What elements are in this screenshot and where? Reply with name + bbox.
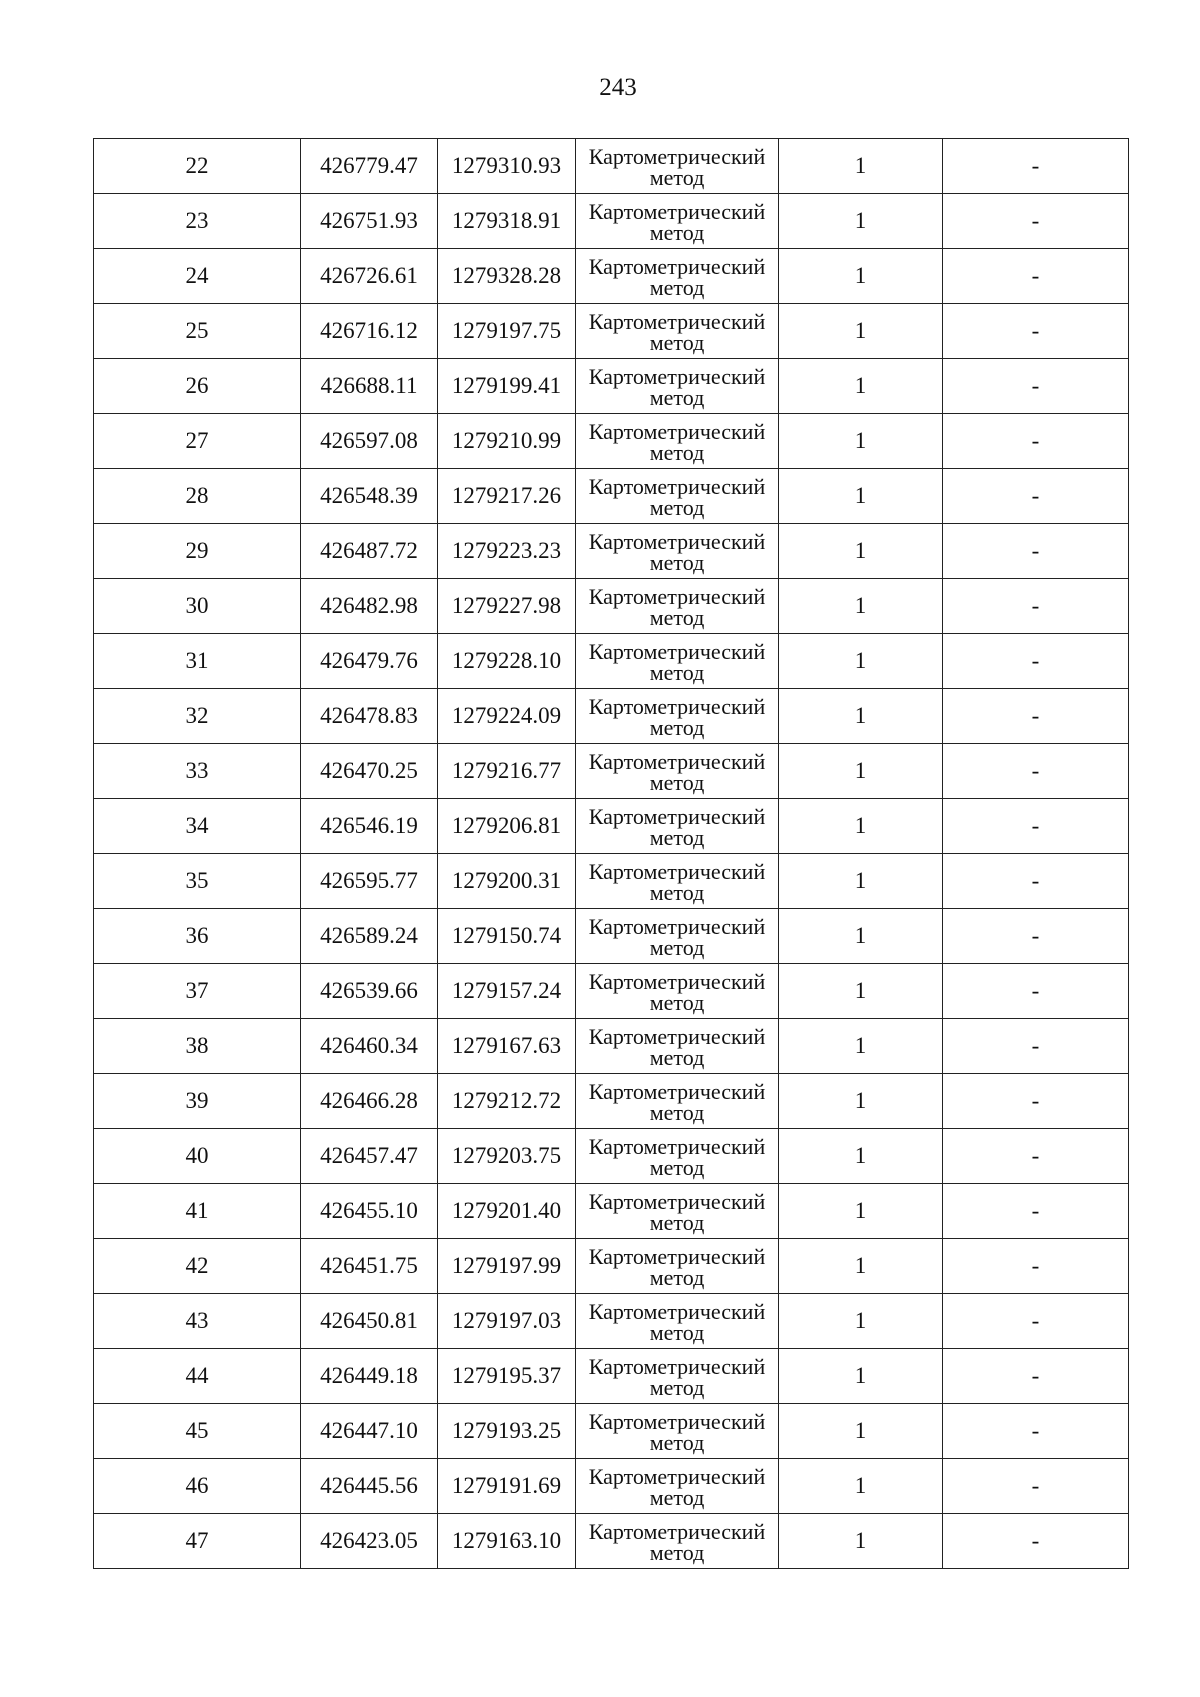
x-coordinate-cell: 426445.56: [301, 1459, 438, 1514]
table-row: [94, 304, 1129, 359]
accuracy-cell: 1: [779, 1514, 943, 1569]
x-coordinate-cell: 426466.28: [301, 1074, 438, 1129]
accuracy-cell: 1: [779, 909, 943, 964]
accuracy-cell: 1: [779, 194, 943, 249]
point-number-cell: 34: [94, 799, 301, 854]
method-line-2: метод: [649, 440, 705, 465]
y-coordinate-cell: 1279201.40: [438, 1184, 576, 1239]
point-number-cell: 33: [94, 744, 301, 799]
table-row: [94, 1459, 1129, 1514]
accuracy-cell: 1: [779, 854, 943, 909]
method-line-2: метод: [649, 715, 705, 740]
method-line-2: метод: [649, 1155, 705, 1180]
method-line-1: Картометрический: [588, 1464, 766, 1489]
x-coordinate-cell: 426482.98: [301, 579, 438, 634]
accuracy-cell: 1: [779, 1184, 943, 1239]
accuracy-cell: 1: [779, 1019, 943, 1074]
x-coordinate-cell: 426597.08: [301, 414, 438, 469]
method-line-2: метод: [649, 550, 705, 575]
note-cell: -: [943, 1294, 1129, 1349]
note-cell: -: [943, 744, 1129, 799]
note-cell: -: [943, 304, 1129, 359]
note-cell: -: [943, 469, 1129, 524]
method-cell: [576, 1404, 779, 1459]
table-row: [94, 744, 1129, 799]
point-number-cell: 31: [94, 634, 301, 689]
accuracy-cell: 1: [779, 634, 943, 689]
accuracy-cell: 1: [779, 1074, 943, 1129]
method-line-2: метод: [649, 1265, 705, 1290]
table-row: [94, 579, 1129, 634]
method-line-2: метод: [649, 770, 705, 795]
x-coordinate-cell: 426595.77: [301, 854, 438, 909]
table-row: [94, 359, 1129, 414]
y-coordinate-cell: 1279203.75: [438, 1129, 576, 1184]
method-cell: [576, 689, 779, 744]
x-coordinate-cell: 426479.76: [301, 634, 438, 689]
method-line-1: Картометрический: [588, 969, 766, 994]
note-cell: -: [943, 964, 1129, 1019]
y-coordinate-cell: 1279193.25: [438, 1404, 576, 1459]
note-cell: -: [943, 1404, 1129, 1459]
method-cell: [576, 854, 779, 909]
point-number-cell: 43: [94, 1294, 301, 1349]
x-coordinate-cell: 426470.25: [301, 744, 438, 799]
table-row: [94, 909, 1129, 964]
x-coordinate-cell: 426450.81: [301, 1294, 438, 1349]
y-coordinate-cell: 1279223.23: [438, 524, 576, 579]
point-number-cell: 45: [94, 1404, 301, 1459]
point-number-cell: 25: [94, 304, 301, 359]
x-coordinate-cell: 426546.19: [301, 799, 438, 854]
method-cell: [576, 744, 779, 799]
x-coordinate-cell: 426447.10: [301, 1404, 438, 1459]
accuracy-cell: 1: [779, 1129, 943, 1184]
point-number-cell: 42: [94, 1239, 301, 1294]
method-line-1: Картометрический: [588, 199, 766, 224]
point-number-cell: 41: [94, 1184, 301, 1239]
point-number-cell: 38: [94, 1019, 301, 1074]
method-line-1: Картометрический: [588, 584, 766, 609]
x-coordinate-cell: 426487.72: [301, 524, 438, 579]
point-number-cell: 36: [94, 909, 301, 964]
y-coordinate-cell: 1279197.03: [438, 1294, 576, 1349]
accuracy-cell: 1: [779, 139, 943, 194]
y-coordinate-cell: 1279310.93: [438, 139, 576, 194]
method-line-2: метод: [649, 1210, 705, 1235]
table-row: [94, 1129, 1129, 1184]
table-row: [94, 194, 1129, 249]
method-line-2: метод: [649, 1540, 705, 1565]
point-number-cell: 26: [94, 359, 301, 414]
table-row: [94, 1294, 1129, 1349]
method-cell: [576, 1514, 779, 1569]
y-coordinate-cell: 1279197.75: [438, 304, 576, 359]
x-coordinate-cell: 426726.61: [301, 249, 438, 304]
note-cell: -: [943, 799, 1129, 854]
accuracy-cell: 1: [779, 1404, 943, 1459]
method-line-1: Картометрический: [588, 1244, 766, 1269]
method-line-2: метод: [649, 1375, 705, 1400]
x-coordinate-cell: 426455.10: [301, 1184, 438, 1239]
point-number-cell: 30: [94, 579, 301, 634]
note-cell: -: [943, 249, 1129, 304]
note-cell: -: [943, 909, 1129, 964]
y-coordinate-cell: 1279150.74: [438, 909, 576, 964]
table-row: [94, 689, 1129, 744]
method-cell: [576, 194, 779, 249]
y-coordinate-cell: 1279195.37: [438, 1349, 576, 1404]
x-coordinate-cell: 426716.12: [301, 304, 438, 359]
note-cell: -: [943, 194, 1129, 249]
x-coordinate-cell: 426779.47: [301, 139, 438, 194]
note-cell: -: [943, 1239, 1129, 1294]
point-number-cell: 40: [94, 1129, 301, 1184]
note-cell: -: [943, 1074, 1129, 1129]
method-cell: [576, 1349, 779, 1404]
method-line-1: Картометрический: [588, 1519, 766, 1544]
method-line-2: метод: [649, 330, 705, 355]
method-line-2: метод: [649, 385, 705, 410]
point-number-cell: 35: [94, 854, 301, 909]
y-coordinate-cell: 1279200.31: [438, 854, 576, 909]
table-row: [94, 964, 1129, 1019]
accuracy-cell: 1: [779, 744, 943, 799]
method-line-2: метод: [649, 825, 705, 850]
method-cell: [576, 1074, 779, 1129]
method-line-1: Картометрический: [588, 309, 766, 334]
method-cell: [576, 799, 779, 854]
point-number-cell: 32: [94, 689, 301, 744]
table-row: [94, 249, 1129, 304]
accuracy-cell: 1: [779, 1294, 943, 1349]
method-line-2: метод: [649, 990, 705, 1015]
note-cell: -: [943, 1349, 1129, 1404]
note-cell: -: [943, 1184, 1129, 1239]
note-cell: -: [943, 1459, 1129, 1514]
y-coordinate-cell: 1279199.41: [438, 359, 576, 414]
method-line-2: метод: [649, 1100, 705, 1125]
y-coordinate-cell: 1279212.72: [438, 1074, 576, 1129]
y-coordinate-cell: 1279216.77: [438, 744, 576, 799]
method-cell: [576, 579, 779, 634]
coordinates-table: [93, 138, 1129, 1569]
point-number-cell: 46: [94, 1459, 301, 1514]
x-coordinate-cell: 426539.66: [301, 964, 438, 1019]
method-line-1: Картометрический: [588, 1409, 766, 1434]
accuracy-cell: 1: [779, 469, 943, 524]
y-coordinate-cell: 1279318.91: [438, 194, 576, 249]
method-line-2: метод: [649, 935, 705, 960]
method-line-2: метод: [649, 275, 705, 300]
point-number-cell: 27: [94, 414, 301, 469]
method-line-1: Картометрический: [588, 1299, 766, 1324]
y-coordinate-cell: 1279167.63: [438, 1019, 576, 1074]
method-line-1: Картометрический: [588, 1079, 766, 1104]
method-cell: [576, 414, 779, 469]
accuracy-cell: 1: [779, 524, 943, 579]
method-line-1: Картометрический: [588, 254, 766, 279]
point-number-cell: 24: [94, 249, 301, 304]
y-coordinate-cell: 1279163.10: [438, 1514, 576, 1569]
table-row: [94, 1404, 1129, 1459]
x-coordinate-cell: 426451.75: [301, 1239, 438, 1294]
note-cell: -: [943, 689, 1129, 744]
method-line-2: метод: [649, 165, 705, 190]
note-cell: -: [943, 1129, 1129, 1184]
table-row: [94, 469, 1129, 524]
note-cell: -: [943, 524, 1129, 579]
page-number: 243: [599, 74, 637, 101]
x-coordinate-cell: 426548.39: [301, 469, 438, 524]
method-line-2: метод: [649, 880, 705, 905]
accuracy-cell: 1: [779, 1459, 943, 1514]
method-cell: [576, 359, 779, 414]
x-coordinate-cell: 426478.83: [301, 689, 438, 744]
method-line-2: метод: [649, 1045, 705, 1070]
method-line-1: Картометрический: [588, 1354, 766, 1379]
x-coordinate-cell: 426457.47: [301, 1129, 438, 1184]
method-cell: [576, 909, 779, 964]
method-cell: [576, 1184, 779, 1239]
method-line-1: Картометрический: [588, 804, 766, 829]
table-row: [94, 634, 1129, 689]
method-cell: [576, 1019, 779, 1074]
method-cell: [576, 1129, 779, 1184]
coordinates-table-body: [94, 139, 1129, 1569]
y-coordinate-cell: 1279328.28: [438, 249, 576, 304]
method-line-1: Картометрический: [588, 364, 766, 389]
x-coordinate-cell: 426423.05: [301, 1514, 438, 1569]
y-coordinate-cell: 1279228.10: [438, 634, 576, 689]
method-line-2: метод: [649, 220, 705, 245]
method-line-1: Картометрический: [588, 749, 766, 774]
method-line-1: Картометрический: [588, 914, 766, 939]
point-number-cell: 22: [94, 139, 301, 194]
point-number-cell: 44: [94, 1349, 301, 1404]
table-row: [94, 524, 1129, 579]
method-line-1: Картометрический: [588, 1024, 766, 1049]
accuracy-cell: 1: [779, 249, 943, 304]
point-number-cell: 39: [94, 1074, 301, 1129]
method-cell: [576, 634, 779, 689]
method-line-1: Картометрический: [588, 474, 766, 499]
y-coordinate-cell: 1279227.98: [438, 579, 576, 634]
method-line-1: Картометрический: [588, 419, 766, 444]
table-row: [94, 1349, 1129, 1404]
accuracy-cell: 1: [779, 359, 943, 414]
method-cell: [576, 249, 779, 304]
method-cell: [576, 469, 779, 524]
y-coordinate-cell: 1279157.24: [438, 964, 576, 1019]
note-cell: -: [943, 414, 1129, 469]
y-coordinate-cell: 1279224.09: [438, 689, 576, 744]
table-row: [94, 799, 1129, 854]
method-cell: [576, 964, 779, 1019]
method-line-2: метод: [649, 660, 705, 685]
note-cell: -: [943, 1514, 1129, 1569]
method-line-2: метод: [649, 605, 705, 630]
method-line-2: метод: [649, 1485, 705, 1510]
x-coordinate-cell: 426449.18: [301, 1349, 438, 1404]
x-coordinate-cell: 426589.24: [301, 909, 438, 964]
point-number-cell: 23: [94, 194, 301, 249]
table-row: [94, 1514, 1129, 1569]
method-cell: [576, 1459, 779, 1514]
accuracy-cell: 1: [779, 579, 943, 634]
table-row: [94, 414, 1129, 469]
note-cell: -: [943, 1019, 1129, 1074]
method-line-1: Картометрический: [588, 1134, 766, 1159]
point-number-cell: 28: [94, 469, 301, 524]
point-number-cell: 37: [94, 964, 301, 1019]
y-coordinate-cell: 1279206.81: [438, 799, 576, 854]
accuracy-cell: 1: [779, 689, 943, 744]
note-cell: -: [943, 634, 1129, 689]
x-coordinate-cell: 426460.34: [301, 1019, 438, 1074]
accuracy-cell: 1: [779, 799, 943, 854]
method-line-2: метод: [649, 1320, 705, 1345]
table-row: [94, 854, 1129, 909]
method-line-1: Картометрический: [588, 1189, 766, 1214]
method-line-1: Картометрический: [588, 694, 766, 719]
table-row: [94, 1184, 1129, 1239]
x-coordinate-cell: 426751.93: [301, 194, 438, 249]
x-coordinate-cell: 426688.11: [301, 359, 438, 414]
table-row: [94, 1074, 1129, 1129]
method-line-2: метод: [649, 495, 705, 520]
y-coordinate-cell: 1279210.99: [438, 414, 576, 469]
accuracy-cell: 1: [779, 1349, 943, 1404]
method-line-1: Картометрический: [588, 639, 766, 664]
y-coordinate-cell: 1279217.26: [438, 469, 576, 524]
method-line-1: Картометрический: [588, 529, 766, 554]
table-row: [94, 1239, 1129, 1294]
method-cell: [576, 1239, 779, 1294]
accuracy-cell: 1: [779, 964, 943, 1019]
method-cell: [576, 304, 779, 359]
method-cell: [576, 1294, 779, 1349]
method-line-2: метод: [649, 1430, 705, 1455]
table-row: [94, 1019, 1129, 1074]
note-cell: -: [943, 359, 1129, 414]
method-cell: [576, 524, 779, 579]
method-line-1: Картометрический: [588, 859, 766, 884]
y-coordinate-cell: 1279191.69: [438, 1459, 576, 1514]
note-cell: -: [943, 579, 1129, 634]
y-coordinate-cell: 1279197.99: [438, 1239, 576, 1294]
note-cell: -: [943, 139, 1129, 194]
accuracy-cell: 1: [779, 304, 943, 359]
note-cell: -: [943, 854, 1129, 909]
accuracy-cell: 1: [779, 414, 943, 469]
table-row: [94, 139, 1129, 194]
point-number-cell: 47: [94, 1514, 301, 1569]
accuracy-cell: 1: [779, 1239, 943, 1294]
point-number-cell: 29: [94, 524, 301, 579]
method-line-1: Картометрический: [588, 144, 766, 169]
method-cell: [576, 139, 779, 194]
